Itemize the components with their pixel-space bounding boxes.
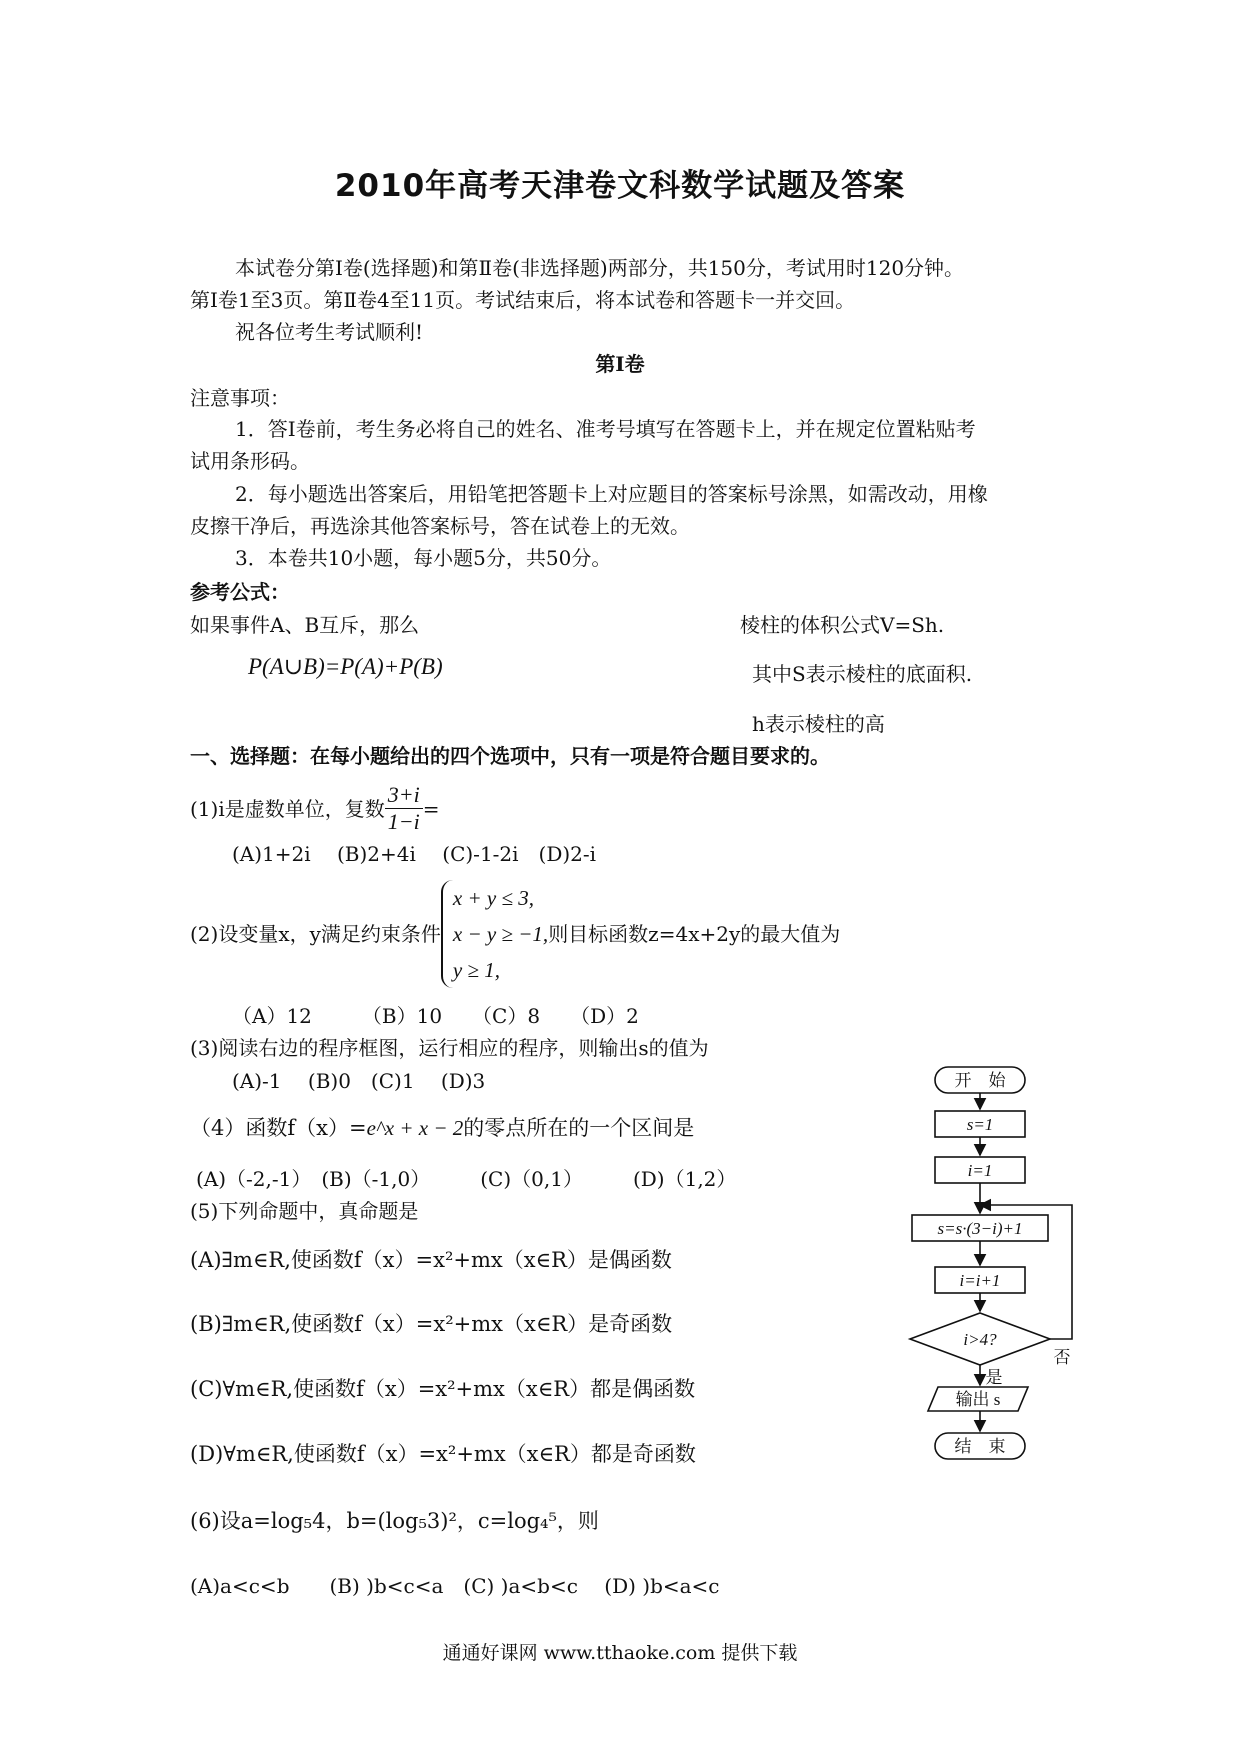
q2-stem: (2)设变量x，y满足约束条件 (190, 922, 441, 946)
q5-option-c: (C)∀m∈R,使函数f（x）=x²+mx（x∈R）都是偶函数 (190, 1377, 696, 1401)
q3-options: (A)-1 (B)0 (C)1 (D)3 (232, 1069, 486, 1093)
flow-i-init-label: i=1 (967, 1161, 993, 1180)
note-1b: 试用条形码。 (190, 449, 310, 473)
formulas-heading: 参考公式： (190, 580, 290, 604)
formula-left-2: P(A∪B)=P(A)+P(B) (248, 654, 443, 679)
section-title: 第Ⅰ卷 (595, 352, 645, 376)
note-3: 3．本卷共10小题，每小题5分，共50分。 (235, 546, 612, 570)
intro-line-1: 本试卷分第Ⅰ卷(选择题)和第Ⅱ卷(非选择题)两部分，共150分，考试用时120分钟。 (235, 256, 965, 280)
flow-update-s-label: s=s·(3−i)+1 (937, 1219, 1023, 1238)
formula-right-3: h表示棱柱的高 (752, 712, 885, 736)
q4-options: (A)（-2,-1） (B)（-1,0） (C)（0,1） (D)（1,2） (196, 1167, 737, 1191)
q2-constraint-3: y ≥ 1, (452, 958, 501, 982)
flow-no-label: 否 (1053, 1348, 1071, 1367)
q1-equals: = (422, 796, 440, 821)
q1-numerator: 3+i (385, 782, 423, 809)
q1-denominator: 1−i (387, 809, 420, 834)
flow-condition-label: i>4? (963, 1330, 997, 1349)
flow-update-i-label: i=i+1 (959, 1271, 1001, 1290)
q2-constraint-1: x + y ≤ 3, (452, 886, 535, 910)
q1-options: (A)1+2i (B)2+4i (C)-1-2i (D)2-i (232, 842, 597, 866)
q6-stem: (6)设a=log₅4，b=(log₅3)²，c=log₄⁵，则 (190, 1509, 599, 1533)
document-title: 2010年高考天津卷文科数学试题及答案 (334, 168, 906, 204)
flow-output-label: 输出 s (955, 1390, 1001, 1409)
formula-left-1: 如果事件A、B互斥，那么 (190, 613, 420, 637)
q5-option-a: (A)∃m∈R,使函数f（x）=x²+mx（x∈R）是偶函数 (190, 1248, 672, 1272)
q2-constraint-2: x − y ≥ −1, (452, 922, 549, 946)
intro-line-2: 第Ⅰ卷1至3页。第Ⅱ卷4至11页。考试结束后，将本试卷和答题卡一并交回。 (190, 288, 856, 312)
flow-s-init-label: s=1 (966, 1115, 994, 1134)
question-2 (190, 880, 840, 988)
q2-tail: 则目标函数z=4x+2y的最大值为 (548, 922, 841, 946)
q2-options: （A）12 （B）10 （C）8 （D）2 (232, 1004, 639, 1028)
flow-start-label: 开 始 (954, 1071, 1006, 1090)
q3-stem: (3)阅读右边的程序框图，运行相应的程序，则输出s的值为 (190, 1036, 709, 1060)
q4-expression: e^x + x − 2 (366, 1116, 464, 1140)
formula-right-2: 其中S表示棱柱的底面积. (752, 662, 973, 686)
note-1a: 1．答Ⅰ卷前，考生务必将自己的姓名、准考号填写在答题卡上，并在规定位置粘贴考 (235, 417, 976, 441)
q2-constraints (441, 880, 548, 988)
flow-end-label: 结 束 (954, 1437, 1006, 1456)
formula-right-1: 棱柱的体积公式V=Sh. (740, 613, 945, 637)
q4-stem-a: （4）函数f（x）= (190, 1116, 367, 1140)
q4-stem-b: 的零点所在的一个区间是 (463, 1116, 695, 1140)
q1-fraction (385, 782, 423, 835)
q5-option-d: (D)∀m∈R,使函数f（x）=x²+mx（x∈R）都是奇函数 (190, 1442, 696, 1466)
program-flowchart (900, 1065, 1080, 1505)
question-1 (190, 782, 439, 835)
part1-heading: 一、选择题：在每小题给出的四个选项中，只有一项是符合题目要求的。 (190, 744, 830, 768)
q6-options: (A)a<c<b (B) )b<c<a (C) )a<b<c (D) )b<a<c (190, 1574, 720, 1598)
notes-heading: 注意事项： (190, 386, 290, 410)
intro-line-3: 祝各位考生考试顺利! (235, 320, 424, 344)
question-4 (190, 1112, 694, 1144)
note-2a: 2．每小题选出答案后，用铅笔把答题卡上对应题目的答案标号涂黑，如需改动，用橡 (235, 482, 988, 506)
q5-stem: (5)下列命题中，真命题是 (190, 1199, 419, 1223)
note-2b: 皮擦干净后，再选涂其他答案标号，答在试卷上的无效。 (190, 514, 690, 538)
flow-yes-label: 是 (985, 1368, 1003, 1387)
page-footer: 通通好课网 www.tthaoke.com 提供下载 (442, 1642, 798, 1664)
q1-stem: (1)i是虚数单位，复数 (190, 796, 385, 821)
q5-option-b: (B)∃m∈R,使函数f（x）=x²+mx（x∈R）是奇函数 (190, 1312, 673, 1336)
